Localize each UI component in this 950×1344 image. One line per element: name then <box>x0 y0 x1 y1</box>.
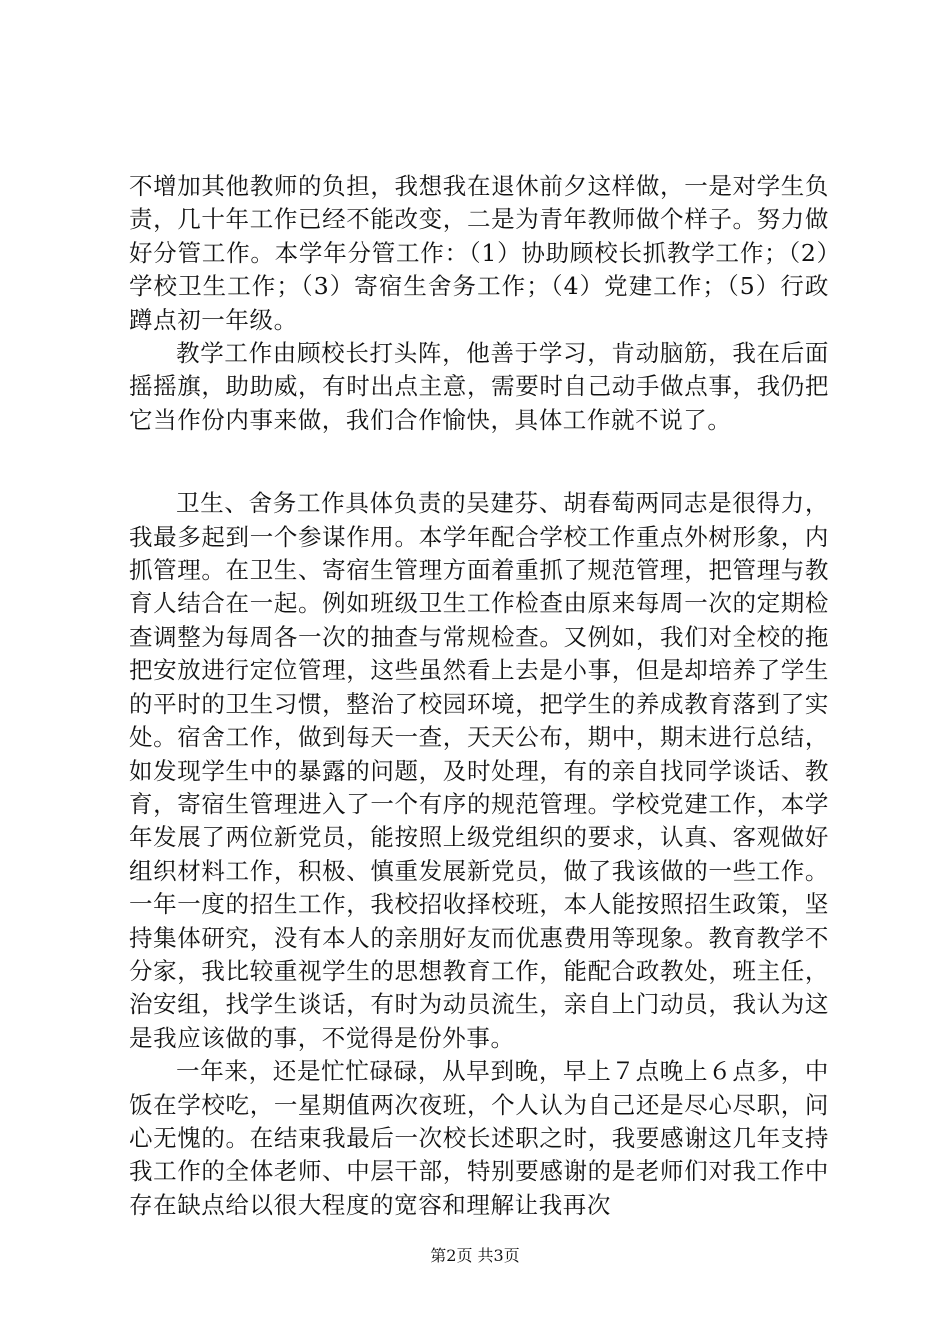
paragraph-continued: 不增加其他教师的负担，我想我在退休前夕这样做，一是对学生负责，几十年工作已经不能改变，二是为青年教师做个样子。努力做好分管工作。本学年分管工作：（1）协助顾校长抓教学工作；（2）学校卫生工作；（3）寄宿生舍务工作；（4）党建工作；（5）行政蹲点初一年级。 <box>129 172 829 334</box>
paragraph-teaching-work: 教学工作由顾校长打头阵，他善于学习，肯动脑筋，我在后面摇摇旗，助助威，有时出点主意，需要时自己动手做点事，我仍把它当作份内事来做，我们合作愉快，具体工作就不说了。 <box>129 339 829 434</box>
page-footer: 第2页 共3页 <box>430 1246 520 1265</box>
document-body <box>129 170 829 1222</box>
paragraph-gap <box>129 437 829 487</box>
paragraph-hygiene-dorm-work: 卫生、舍务工作具体负责的吴建芬、胡春萄两同志是很得力，我最多起到一个参谋作用。本学年配合学校工作重点外树形象，内抓管理。在卫生、寄宿生管理方面着重抓了规范管理，把管理与教育人结合在一起。例如班级卫生工作检查由原来每周一次的定期检查调整为每周各一次的抽查与常规检查。又例如，我们对全校的拖把安放进行定位管理，这些虽然看上去是小事，但是却培养了学生的平时的卫生习惯，整治了校园环境，把学生的养成教育落到了实处。宿舍工作，做到每天一查，天天公布，期中，期末进行总结，如发现学生中的暴露的问题，及时处理，有的亲自找同学谈话、教育，寄宿生管理进入了一个有序的规范管理。学校党建工作，本学年发展了两位新党员，能按照上级党组织的要求，认真、客观做好组织材料工作，积极、慎重发展新党员，做了我该做的一些工作。一年一度的招生工作，我校招收择校班，本人能按照招生政策，坚持集体研究，没有本人的亲朋好友而优惠费用等现象。教育教学不分家，我比较重视学生的思想教育工作，能配合政教处，班主任，治安组，找学生谈话，有时为动员流生，亲自上门动员，我认为这是我应该做的事，不觉得是份外事。 <box>129 489 829 1052</box>
paragraph-year-summary: 一年来，还是忙忙碌碌，从早到晚，早上７点晚上６点多，中饭在学校吃，一星期值两次夜班，个人认为自己还是尽心尽职，问心无愧的。在结束我最后一次校长述职之时，我要感谢这几年支持我工作的全体老师、中层干部，特别要感谢的是老师们对我工作中存在缺点给以很大程度的宽容和理解让我再次 <box>129 1057 829 1219</box>
